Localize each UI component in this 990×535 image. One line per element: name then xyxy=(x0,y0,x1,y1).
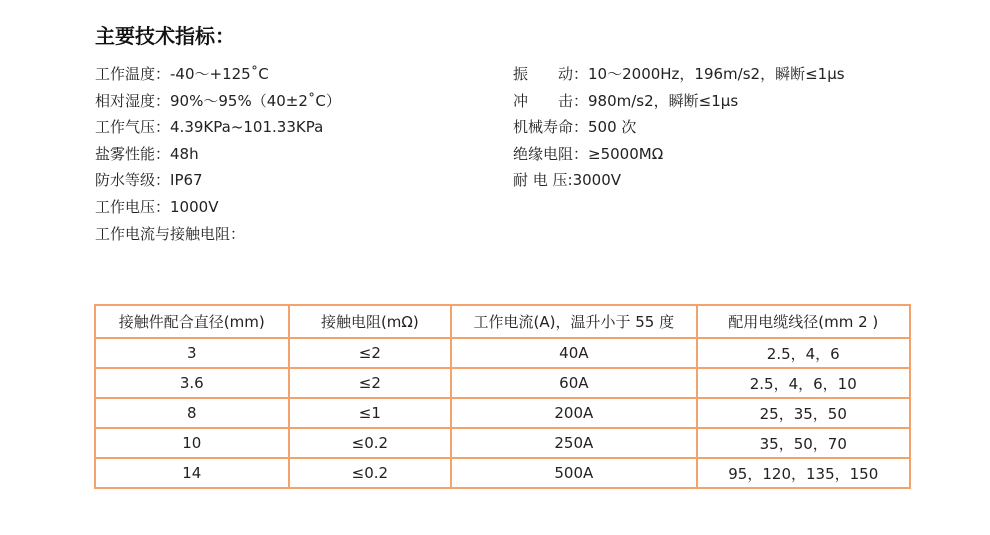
table-header-row xyxy=(95,305,910,338)
spec-row xyxy=(513,167,845,194)
table-cell: 2.5，4，6 xyxy=(697,338,910,368)
spec-label: 工作电压： xyxy=(95,197,171,216)
spec-value: 3000V xyxy=(572,171,622,190)
table-cell: 25，35，50 xyxy=(697,398,910,428)
spec-value: -40～+125˚C xyxy=(170,65,269,83)
table-row xyxy=(95,428,910,458)
left-spec-list xyxy=(95,61,341,247)
header-cell: 工作电流(A)，温升小于 55 度 xyxy=(451,305,696,338)
spec-row xyxy=(95,194,341,221)
spec-value: 980m/s2，瞬断≤1μs xyxy=(588,91,739,110)
right-spec-list xyxy=(513,61,845,194)
spec-row xyxy=(95,114,341,141)
table-cell: 35，50，70 xyxy=(697,428,910,458)
spec-row xyxy=(513,61,845,88)
spec-label: 振 动： xyxy=(513,65,589,83)
table-cell: 60A xyxy=(451,368,696,398)
spec-value: IP67 xyxy=(170,171,203,190)
table-cell: 250A xyxy=(451,428,696,458)
table-cell: ≤2 xyxy=(289,338,452,368)
contact-resistance-table xyxy=(94,304,911,489)
table-cell: 10 xyxy=(95,428,289,458)
table-cell: ≤2 xyxy=(289,368,452,398)
spec-label: 耐 电 压: xyxy=(513,171,573,190)
spec-value: ≥5000MΩ xyxy=(588,144,664,163)
table-cell: 14 xyxy=(95,458,289,488)
spec-label: 相对湿度： xyxy=(95,91,171,110)
spec-label: 工作电流与接触电阻： xyxy=(95,224,246,243)
spec-value: 90%～95%（40±2˚C） xyxy=(170,91,341,110)
spec-row xyxy=(95,88,341,115)
spec-row xyxy=(95,141,341,168)
table-cell: 3.6 xyxy=(95,368,289,398)
spec-row xyxy=(513,88,845,115)
spec-label: 冲 击： xyxy=(513,91,589,110)
table-row xyxy=(95,338,910,368)
spec-label: 防水等级： xyxy=(95,171,171,190)
spec-row xyxy=(95,221,341,248)
header-cell: 接触电阻(mΩ) xyxy=(289,305,452,338)
spec-label: 盐雾性能： xyxy=(95,144,171,163)
spec-label: 工作温度： xyxy=(95,65,171,83)
spec-row xyxy=(513,141,845,168)
spec-value: 10～2000Hz，196m/s2，瞬断≤1μs xyxy=(588,65,845,83)
spec-value: 4.39KPa~101.33KPa xyxy=(170,118,324,137)
table-cell: 3 xyxy=(95,338,289,368)
header-cell: 配用电缆线径(mm 2 ) xyxy=(697,305,910,338)
header-cell: 接触件配合直径(mm) xyxy=(95,305,289,338)
table-row xyxy=(95,368,910,398)
table-cell: 2.5，4，6，10 xyxy=(697,368,910,398)
table-row xyxy=(95,458,910,488)
spec-row xyxy=(95,167,341,194)
table-cell: ≤0.2 xyxy=(289,428,452,458)
spec-value: 48h xyxy=(170,144,199,163)
table-cell: 40A xyxy=(451,338,696,368)
table-cell: 200A xyxy=(451,398,696,428)
spec-label: 工作气压： xyxy=(95,118,171,137)
spec-value: 1000V xyxy=(170,197,219,216)
table-cell: 8 xyxy=(95,398,289,428)
table-row xyxy=(95,398,910,428)
table-cell: 500A xyxy=(451,458,696,488)
section-title: 主要技术指标： xyxy=(95,24,235,48)
spec-label: 机械寿命： xyxy=(513,118,589,137)
table-cell: ≤0.2 xyxy=(289,458,452,488)
spec-value: 500 次 xyxy=(588,118,637,137)
spec-row xyxy=(513,114,845,141)
table-cell: 95，120，135，150 xyxy=(697,458,910,488)
spec-label: 绝缘电阻： xyxy=(513,144,589,163)
table-cell: ≤1 xyxy=(289,398,452,428)
spec-row xyxy=(95,61,341,88)
